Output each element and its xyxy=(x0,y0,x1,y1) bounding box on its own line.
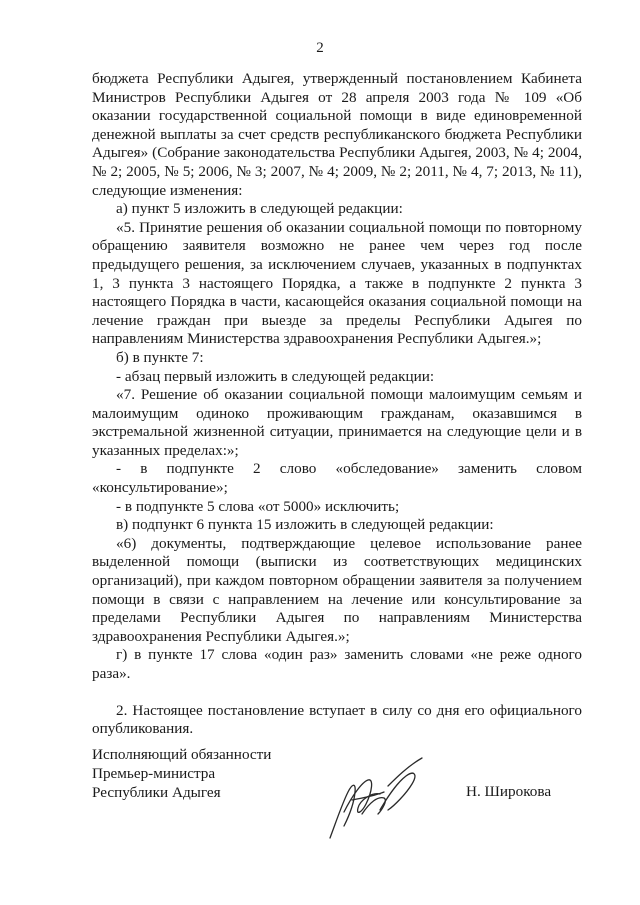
signatory-title-line: Республики Адыгея xyxy=(92,784,221,801)
paragraph-item-g: г) в пункте 17 слова «один раз» заменить словами «не реже одного раза». xyxy=(92,646,582,682)
signatory-title-line: Исполняющий обязанности xyxy=(92,746,272,763)
paragraph-intro: бюджета Республики Адыгея, утвержденный постановлением Кабинета Министров Республики Адыгея от 28 апреля 2003 года № 109 «Об оказании государственной социальной помощи в виде единовременной денежной выплаты за счет средств республиканского бюджета Республики Адыгея» (Собрание законодательства Республики Адыгея, 2003, № 4; 2004, № 2; 2005, № 5; 2006, № 3; 2007, № 4; 2009, № 2; 2011, № 4, 7; 2013, № 11), следующие изменения: xyxy=(92,70,582,199)
paragraph-effective-date: 2. Настоящее постановление вступает в силу со дня его официального опубликования. xyxy=(92,701,582,738)
paragraph-subitem-6-text: «6) документы, подтверждающие целевое использование ранее выделенной помощи (выписки из соответствующих медицинских организаций), при каждом повторном обращении заявителя за получением помощи в связи с направлением на лечение или консультирование за пределами Республики Адыгея по направлениям Министерства здравоохранения Республики Адыгея.»; xyxy=(92,534,582,645)
paragraph-first-para: - абзац первый изложить в следующей редакции: xyxy=(116,367,435,385)
paragraph-item-5-text: «5. Принятие решения об оказании социальной помощи по повторному обращению заявителя возможно не ранее чем через год после предыдущего решения, за исключением случаев, указанных в подпунктах 1, 3 пункта 3 настоящего Порядка, а также в подпункте 2 пункта 3 настоящего Порядка в части, касающейся оказания социальной помощи на лечение граждан при выезде за пределы Республики Адыгея по направлениям Министерства здравоохранения Республики Адыгея.»; xyxy=(92,218,582,348)
signatory-title xyxy=(92,745,271,802)
signatory-name: Н. Широкова xyxy=(466,783,552,800)
paragraph-item-7-text: «7. Решение об оказании социальной помощи малоимущим семьям и малоимущим одиноко проживающим гражданам, оказавшимся в экстремальной жизненной ситуации, принимается на следующие цели и в указанных пределах:»; xyxy=(92,386,582,459)
paragraph-item-a: а) пункт 5 изложить в следующей редакции: xyxy=(116,200,403,218)
paragraph-subitem-2: - в подпункте 2 слово «обследование» заменить словом «консультирование»; xyxy=(92,460,582,497)
paragraph-item-v: в) подпункт 6 пункта 15 изложить в следующей редакции: xyxy=(116,516,494,534)
handwritten-signature xyxy=(322,752,432,842)
paragraph-item-b: б) в пункте 7: xyxy=(116,348,204,366)
page-number: 2 xyxy=(316,40,324,56)
paragraph-subitem-5: - в подпункте 5 слова «от 5000» исключить; xyxy=(116,497,400,515)
signatory-title-line: Премьер-министра xyxy=(92,765,216,782)
document-body xyxy=(92,70,582,739)
